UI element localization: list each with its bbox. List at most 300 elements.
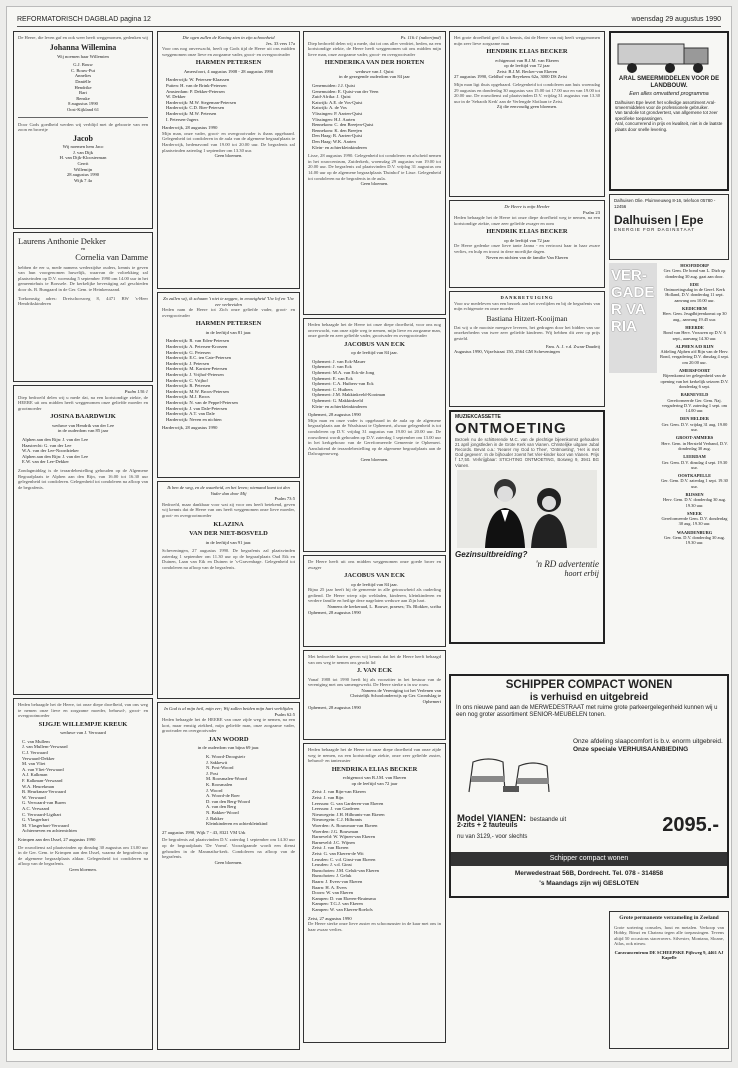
schipper-model-sub: bestaande uit	[530, 817, 567, 823]
dank-place: Augustus 1990, Vijzelstraat 150, 2564 GM Scheveningen	[454, 349, 560, 355]
vaneck3-ad	[303, 650, 446, 740]
family-member: M. Vlasgerhart-Verwaard	[22, 822, 69, 828]
family-member: Haastrecht: G. van der Lee	[22, 442, 72, 448]
events-list	[660, 263, 729, 549]
kreuk-name: SIJGJE WILLEMPJE KREUK	[38, 720, 128, 728]
quist-name: HENDERIKA VAN DER HORTEN	[324, 59, 425, 67]
event-text: Herv. Gem. in Hersteld Verband, D.V. donderdag 30 aug.	[661, 440, 728, 451]
event-heading: ALPHEN A/D RIJN	[675, 343, 714, 349]
family-member: Harderwijk: C.D. Bier-Petersen	[166, 105, 225, 111]
event-item	[660, 435, 729, 451]
family-member: Zeist: G. van Ekeren-de Wit	[312, 851, 364, 856]
family-member: J. van Mullem-Verwaard	[22, 744, 68, 750]
ontmoeting-caption2: 'n RD advertentie	[535, 558, 599, 569]
jan-name: JAN WOORD	[208, 735, 249, 743]
vaneck-family	[308, 359, 441, 409]
family-member: Leusden: J. v.d. Ginst	[312, 862, 352, 868]
baardwijk-ad	[13, 385, 153, 695]
family-member: Klein- en achterkleinkinderen	[312, 403, 367, 409]
ontmoeting-caption1: Gezinsuitbreiding?	[455, 549, 528, 559]
jacob-place: Wijk 7 4a	[74, 177, 92, 183]
dank-intro: Voor uw medeleven van een bezoek aan het overlijden en bij de begrafenis van mijn echtgenote en onze moeder	[454, 300, 600, 312]
elias1-place: Zeist, 27 augustus 1990	[308, 915, 352, 921]
family-member: Bunschoten: J. Geluk	[312, 873, 352, 879]
vaneck2-text: Bijna 25 jaar heeft hij de gemeente in alle getrouwheid als ouderling gediend. De Heere wierp zijn weldaden, kinderen, kleinkinderen en verdere familie en heilige deze nagelaten weduwe aan Zijn hart.	[308, 587, 441, 604]
vaneck2-intro: De Heere heeft uit ons midden weggenomen onze goede broer en zwager	[308, 559, 441, 570]
family-member: Katwijk: A. de Vos	[312, 105, 347, 111]
dekker-ad	[13, 232, 153, 382]
family-member: Harderwijk: C. Vrijhof	[166, 377, 208, 383]
family-member: B. Heurkman-Verwaard	[22, 789, 66, 795]
event-item	[660, 325, 729, 341]
family-member: Vlissingen: P. Aarten-Quist	[312, 111, 363, 117]
family-member: Leersum: G. van Garderen-van Ekeren	[312, 800, 384, 806]
vaneck-text: Mijn man en onze vader is opgebaard in de aula op de algemene begraafplaats aan de Waalstraat te Ophemert, alwaar gelegenheid is tot condoleren op D.V. vrijdag 31 augustus van 19.00 tot 20.00 uur. De rouwdienst wordt gehouden op D.V. zaterdag 1 september om 13.00 uur in het kerkgebouw van de Gereformeerde Gemeente te Ophemert. Aansluitend de teraardebestelling op de algemene begraafplaats aan de Dalwagenseweg.	[308, 417, 441, 457]
ontmoeting-head: ONTMOETING	[455, 419, 567, 437]
family-member: Harderwijk: J. Vrijhof-Petersen	[166, 372, 224, 378]
vergadering-block	[609, 263, 729, 549]
jacob-date: 28 augustus 1990	[66, 172, 100, 178]
family-member: Baarn: H. A. Evers	[312, 884, 347, 890]
dank-sign: Fam. A. J. v.d. Zwan-Daudeij	[545, 343, 600, 349]
jacob-family	[18, 150, 148, 172]
baardwijk-dates: in de ouderdom van 85 jaar	[57, 428, 109, 434]
schipper-hours: 's Maandags zijn wij GESLOTEN	[539, 880, 639, 887]
event-heading: DEN HELDER	[680, 416, 709, 422]
event-text: Ontmoetingsdag in de Geref. Kerk Holland, D.V. donderdag 11 sept. aanvang om 10.00 uur.	[664, 287, 725, 303]
kreuk-end: Geen bloemen.	[69, 866, 97, 872]
harmen1-ref: Jes. 33 vers 17a	[265, 40, 295, 46]
event-item	[660, 530, 729, 546]
family-member: Woerden: J.G. Bouwman	[312, 828, 359, 834]
jan-place: 27 augustus 1990, Wijk 7 - 43, 8321 VM Urk	[162, 829, 246, 835]
family-member: W. Dekker	[166, 94, 186, 100]
family-member: J. Bakker	[206, 815, 224, 821]
baardwijk-text: Zondagmiddag is de teraardebestelling gehouden op de Algemene Begraafplaats te Alphen aan den Rijn, van 16.00 tot 16.30 uur gelegenheid tot condoleren. Gelegenheid tot condoleren na afloop van de begrafenis.	[18, 468, 148, 490]
klazina-intro: Bedroefd, maar dankbaar voor wat zij voor ons heeft betekend, geven wij kennis dat de Heere van ons heeft weggenomen onze lieve moeder, groot- en overgrootmoeder	[162, 501, 295, 518]
family-member: Gerrit	[77, 161, 89, 166]
jan-family	[206, 754, 295, 827]
event-item	[660, 473, 729, 489]
event-text: Afdeling Alphen a/d Rijn van de Herv. Bond, vergadering D.V. dinsdag 4 sept. om 20.00 uur.	[660, 349, 729, 365]
family-member: Putten: H. van de Brink-Petersen	[166, 83, 227, 89]
harmen2-dates: in de leeftijd van 81 jaar.	[205, 329, 252, 335]
family-member: Alphen aan den Rijn: J. van der Lee	[22, 437, 89, 443]
family-member: D. van den Berg-Woord	[206, 798, 250, 804]
family-member: Den Haag: W.K. Aarten	[312, 139, 356, 144]
elias1-intro: Heden behaagde het de Heere tot onze diepe droefheid van onze zijde weg te nemen, na een kortstondige ziekte, onze zeer geliefde zuster, behuwd- en tantezuster	[308, 747, 441, 764]
family-member: Doorn: W. van Ekeren	[312, 890, 354, 896]
ontmoeting-text: Bezoek nu de schitterende M.C. van de plechtige bijeenkomst gehouden 21 april jongstleden in de Grote Kerk van Vianen. Christelijke uitgave Jubal Records. Bevat o.a.: 'Nearer my God to Thee', 'Ontmoeting', 'Het is met God gegeven'. In de bijhouder zoemt het Vier-kinder koor van Vianen. Prijs f 17,50. Verkrijgbaar: STICHTING ONTMOETING, Bosweg 9, 3941 BG Vianen.	[455, 436, 599, 468]
family-member: Willemijn	[73, 166, 93, 172]
harmen2-name: HARMEN PETERSEN	[195, 320, 262, 328]
schipper-logo: Schipper compact wonen	[451, 852, 727, 866]
schipper-title: SCHIPPER COMPACT WONEN	[505, 679, 673, 691]
baardwijk-ref: Psalm 130:1	[124, 389, 148, 394]
event-heading: KEDICHEM	[682, 306, 707, 312]
family-member: H. van Dijk-Kloosterman	[59, 155, 107, 161]
quist-verse: Ps. 116:1 (naberijmd)	[400, 35, 441, 40]
family-member: M. Roosmalen-Woord	[206, 776, 247, 782]
family-member: G. Vlasgerhart	[22, 817, 49, 823]
elias2-verse: De Heere is mijn Herder	[504, 204, 550, 209]
vaneck2-place: Ophemert, 28 augustus 1990	[308, 609, 361, 615]
event-text: Bond van Herv. Vrouwen op D.V. 6 sept., aanvang 14.30 uur.	[663, 330, 726, 341]
event-heading: OOSTKAPELLE	[677, 473, 712, 479]
aral-item: Aral, concurrerend in prijs en kwaliteit, niet in de laatste plaats door snelle levering.	[615, 121, 723, 132]
event-item	[660, 306, 729, 322]
event-item	[660, 511, 729, 527]
kreuk-intro: Heden behaagde het de Heere, tot onze diepe droefheid, van ons weg te nemen onze lieve en zorgzame moeder, behuwd-, groot- en overgrootmoeder	[18, 702, 148, 719]
dekker-name2: Cornelia van Damme	[75, 251, 148, 262]
vaneck3-name: J. VAN ECK	[356, 667, 393, 675]
schipper-text: In ons nieuwe pand aan de MERWEDESTRAAT met ruime grote parkeergelegenheid kunnen wij u een nog groter assortiment SENIOR-MEUBELEN tonen.	[456, 705, 718, 718]
vaneck-name: JACOBUS VAN ECK	[344, 340, 405, 348]
jacob-intro: Door Gods goedheid werden wij verblijd met de geboorte van een zoon en broertje	[18, 121, 148, 133]
elias2-sign: Neven en nichten van de familie Van Ekeren	[486, 254, 568, 260]
elias-top-ad	[449, 31, 605, 197]
event-text: Herv. Gem. Jeugdbijeenkomst op 30 aug., aanvang 19.45 uur.	[662, 311, 727, 322]
event-heading: AMERSFOORT	[678, 368, 711, 374]
klazina-ad	[157, 481, 300, 699]
ontmoeting-ad	[449, 410, 605, 644]
elias-top-sign: Zeist: B.J.M. Becker-van Ekeren	[496, 68, 558, 74]
family-member: Bennekom: C. den Breejen-Quist	[312, 122, 374, 128]
schipper-address: Merwedestraat 56B, Dordrecht. Tel. 078 - 314858	[514, 870, 664, 877]
schipper-model: Model VIANEN:	[457, 813, 527, 824]
klazina-text: Scheveningen, 27 augustus 1990. De begrafenis zal plaatsvinden zaterdag 1 september om 11.30 uur op de begraafplaats Oud Eik en Duinen, Laan van Eik en Duinen te 's-Gravenhage. Gelegenheid tot condoleren na afloop van de begrafenis.	[162, 548, 295, 570]
vaneck3-text: Vanaf 1988 tot 1990 heeft hij als voorzitter in het bestuur van de vereniging met ons samengewerkt. De Heere sterke u in uw rouw.	[308, 676, 441, 688]
column-4	[449, 31, 605, 1057]
family-member: K. Woord-Droogsteir	[206, 754, 246, 760]
family-member: Genemuiden: J.J. Quist	[312, 83, 355, 89]
family-member: Harderwijk: M.J. Broos	[166, 394, 210, 400]
elias1-family	[308, 789, 441, 912]
quist-family	[308, 83, 441, 150]
ontmoeting-caption3: hoort erbij	[564, 568, 599, 578]
family-member: Harderwijk: A.T. van Dale	[166, 411, 215, 417]
event-item	[660, 454, 729, 470]
family-member: Ophemert: M.A. van Eck-de Jong	[312, 370, 375, 376]
dekker-text: hebben de eer u, mede namens wederzijdse ouders, kennis te geven van hun voorgenomen huwelijk, waarvan de voltrekking zal plaatsvinden op D.V. woensdag 5 september 1990 om 14.00 uur in het gemeentehuis te Borssele. De kerkelijke bevestiging zal geschieden door ds. B. Bungaard in de Ger. Gem. te Heinkenszand.	[18, 264, 148, 292]
family-member: Harderwijk: M. Karsten-Petersen	[166, 366, 228, 372]
family-member: C. Bouw-Put	[71, 67, 95, 73]
event-heading: LEERDAM	[683, 454, 706, 460]
event-item	[660, 344, 729, 365]
family-member: Leusden: C. v.d. Ginst-van Ekeren	[312, 856, 376, 862]
event-text: Ger. Gem. D.V. zaterdag 1 sept. 19.30 uur.	[661, 478, 728, 489]
family-member: Den Haag: B. Aarten-Quist	[312, 133, 363, 139]
vaneck-place: Ophemert, 28 augustus 1990	[308, 412, 361, 418]
family-member: Harderwijk: A. Petersen-Kroezen	[166, 344, 228, 350]
family-member: Bunschoten: J.M. Geluk-van Ekeren	[312, 867, 379, 873]
event-heading: SNEEK	[687, 510, 702, 516]
event-text: Bijeenkomst ter gelegenheid van de opening van het kerkelijk seizoen D.V. donderdag 6 sept.	[660, 373, 729, 389]
header-right: woensdag 29 augustus 1990	[631, 16, 721, 23]
family-member: C. Verwaard-Ligthart	[22, 811, 62, 817]
notice-title: Grote permanente verzameling in Zeeland	[619, 915, 719, 921]
family-member: Baarn: J. Evers-van Ekeren	[312, 878, 363, 884]
family-member: W. Verwaard	[22, 794, 46, 800]
family-member: Ophemert: C. Huibers	[312, 386, 353, 392]
dalhuisen-sub: ENERGIE FOR DAGINSTAAT	[614, 227, 695, 233]
vaneck-dates: op de leeftijd van 84 jaar.	[351, 350, 398, 356]
family-member: Harderwijk: J. van Dale-Petersen	[166, 405, 227, 411]
family-member: Annelies	[74, 73, 92, 79]
family-member: Zeist: J. van Rijn-van Ekeren	[312, 789, 366, 795]
family-member: Ophemert: C.A. Huibers-van Eck	[312, 381, 374, 387]
harmen1-place: Harderwijk, 28 augustus 1990	[162, 125, 218, 131]
aral-items	[615, 100, 723, 132]
johanna-family	[18, 62, 148, 101]
event-heading: BARNEVELD	[680, 392, 709, 398]
dalhuisen-name: Dalhuisen | Epe	[614, 213, 704, 228]
event-item	[660, 263, 729, 279]
jan-ref: Psalm 62:5	[274, 711, 295, 717]
quist-end: Geen bloemen.	[360, 181, 389, 187]
column-5	[609, 31, 729, 1057]
column-1	[13, 31, 153, 1057]
klazina-name: KLAZINA	[213, 520, 244, 528]
jan-dates: in de ouderdom van bijna 69 jaar.	[197, 745, 260, 751]
kreuk-sub: weduwe van J. Verwaard	[60, 730, 106, 736]
family-member: W.A. Heurekman	[22, 783, 55, 789]
kreuk-place: Krimpen aan den IJssel, 27 augustus 1990	[18, 836, 96, 842]
dalhuisen-ad	[609, 194, 729, 260]
schipper-sub: is verhuisd en uitgebreid	[529, 692, 649, 703]
kreuk-ad	[13, 698, 153, 1050]
elias-top-dates: op de leeftijd van 72 jaar	[504, 63, 550, 69]
harmen2-ad	[157, 292, 300, 478]
family-member: Genemuiden: E. Quist-van der Veen	[312, 88, 379, 94]
family-member: G. Verwaard-van Buren	[22, 800, 66, 806]
johanna-place: Oost-Kijkland 61	[66, 106, 100, 112]
event-heading: EDE	[689, 281, 700, 287]
family-member: Barneveld: J.C. Wijnen	[312, 839, 355, 845]
elias1-text: De Heere sterke onze lieve zuster en schoonzuster in de kaar met ons in haar zwaar verlies.	[308, 921, 441, 932]
family-member: Ophemert: J. van Eck-Mauer	[312, 358, 366, 364]
johanna-intro: De Heere, die leven gaf en ook weer heeft weggenomen, gedenken wij	[18, 35, 148, 40]
family-member: Vlissingen: H.J. Aarten	[312, 116, 355, 122]
family-member: A.C. Verwaard	[22, 806, 50, 811]
kreuk-family	[18, 739, 148, 834]
vaneck2-dates: op de leeftijd van 84 jaar.	[351, 581, 398, 587]
family-member: Nieuwegein: J.H. Hilbrants-van Ekeren	[312, 811, 385, 817]
jan-verse: In God is al mijn heil, mijn eer; Wij zullen beiden mijn hart verblijden	[164, 706, 293, 711]
family-member: Bennekom: K. den Breejen	[312, 127, 363, 133]
event-text: Ger. Gem. D.V. donderdag 30 aug. 19.30 uur.	[664, 535, 725, 546]
schipper-was: nu van 3129,- voor slechts	[457, 834, 528, 840]
vaneck3-sign: Namens de Vereniging tot het Verlenen van Christelijk Schoolonderwijs op Ger. Grondslag te Ophemert	[350, 687, 441, 705]
family-member: J. Woord	[206, 787, 223, 793]
schipper-items: 2-zits + 2 fauteuils	[457, 822, 518, 829]
family-member: A. van Vliet-Verwaard	[22, 766, 64, 772]
family-member: A. Woord-de Boer	[206, 793, 240, 799]
elias-top-name: HENDRIK ELIAS BECKER	[486, 48, 568, 56]
family-member: Kampen: D. van Ekeren-Bruinsma	[312, 895, 376, 901]
dalhuisen-addr: Dalhuisen Olie. Pluimveuweg 8-16, telefoon 05780 - 12456	[614, 198, 716, 209]
aral-ad	[609, 31, 729, 191]
family-member: A. van den Berg	[206, 804, 237, 810]
johanna-ad	[13, 31, 153, 229]
family-member: Harderwijk: N. van de Peppel-Petersen	[166, 400, 238, 405]
event-item	[660, 492, 729, 508]
family-member: Ophemert: G. Makkinkveld	[312, 398, 363, 404]
elias-top-place: 27 augustus 1990, Geldhof van Reyekens 62a, 3000 DS Zeist	[454, 74, 567, 80]
jan-ad	[157, 702, 300, 1050]
family-member: C. van Mullem	[22, 738, 50, 744]
schipper-price: 2095.-	[662, 814, 719, 836]
harmen2-verse: Zo zullen wij, ik schaam 't niet te zeggen, in eeuwigheid 'Uw lof en 'Uw eer verbreiden	[163, 296, 294, 307]
elias1-ad	[303, 743, 446, 1043]
family-member: C.J. Verwaard	[22, 750, 48, 756]
event-item	[660, 392, 729, 413]
harmen1-text: Mijn man, onze vader, groot- en overgrootvader is thans opgebaard. Gelegenheid tot condoleren in de aula van de algemene begraafplaats te Harderwijk, hedenavond van 19.00 tot 20.00 uur. De begrafenis zal plaatsvinden zaterdag 1 september om 13.30 uur.	[162, 130, 295, 153]
notice-end: Caravancentrum DE SCHEEPSKE Pijlsweg 9, 4461 AJ Kapelle	[614, 949, 724, 961]
column-2	[157, 31, 300, 1057]
family-member: Zeist: J. van Ekeren	[312, 845, 349, 851]
dekker-en: en	[80, 246, 86, 251]
truck-icon	[616, 36, 722, 76]
family-member: Verwaard-Dekker	[22, 755, 55, 761]
dank-title: DANKBETUIGING	[500, 295, 554, 300]
aral-sub: Een alles omvattend programma	[629, 91, 709, 97]
elias-top-end: Zij die eenvoudig geen bloemen.	[496, 104, 558, 110]
dekker-name: Laurens Anthonie Dekker	[18, 236, 106, 246]
family-member: Alphen aan den Rijn: J. van der Lee	[22, 453, 89, 459]
family-member: N. Post-Woord	[206, 765, 234, 771]
ontmoeting-tag: MUZIEKCASSETTE	[455, 414, 501, 420]
family-member: Harderwijk: E.C. ten Cate-Petersen	[166, 355, 231, 361]
family-member: Harderwijk: Neven en nichten	[166, 416, 222, 422]
elias-top-sub: echtgenoot van B.J.M. van Ekeren	[495, 57, 559, 63]
vaneck2-sign: Namens de kerkeraad, L. Bouwe, praeses; Th. Blokker, scriba	[327, 604, 441, 610]
johanna-name: Johanna Willemina	[49, 42, 117, 52]
elias2-name: HENDRIK ELIAS BECKER	[486, 228, 568, 236]
chair-drawing	[459, 742, 559, 800]
harmen2-place: Harderwijk, 28 augustus 1990	[162, 425, 218, 431]
family-member: Renske	[76, 95, 90, 101]
family-member: Harderwijk: G. Petersen	[166, 349, 211, 355]
baardwijk-intro: Diep bedroefd delen wij u mede dat, na een kortstondige ziekte, de HEERE uit ons midden heeft weggenomen onze geliefde moeder en grootmoeder	[18, 394, 148, 411]
family-member: W.A. van der Lee-Noordzieker	[22, 448, 79, 454]
family-member: G.J. Bouw	[73, 62, 93, 68]
family-member: Harderwijk: W. Petersen-Klaassen	[166, 77, 230, 83]
family-member: Ophemert: E. van Eck	[312, 375, 353, 381]
vaneck3-place: Ophemert, 28 augustus 1990	[308, 704, 361, 710]
vergadering-title: VER-GADER VARIA	[609, 263, 657, 373]
event-heading: RIJSSEN	[685, 491, 704, 497]
aral-item: Dalhuisen Epe levert het volledige assortiment Aral-smeermiddelen voor de professionele gebruiker.	[615, 99, 716, 110]
notice-text: Grote sortering consoles, hout en metalen. Verkoop van Hobby, Bönzi en Chateau tegen alle toepassingen. Tevens altijd 50 occasions staceravers. Silvester, Montana, Sloane, Atlas, ook nieuw.	[614, 924, 724, 947]
klazina-verse: Ik ben de weg, en de waarheid, en het leven; niemand komt tot den Vader dan door Mij	[167, 485, 290, 496]
elias2-dates: op de leeftijd van 72 jaar	[504, 237, 550, 243]
family-member: E.W. van der Lee-Dekker	[22, 459, 69, 465]
family-member: F. Kalkman-Verwaard	[22, 778, 63, 784]
family-member: Ophemert: J. van Eck	[312, 364, 352, 370]
jacob-sub: Wij noemen hem Jaco	[62, 144, 104, 150]
family-member: Harderwijk: M.W. Broos-Petersen	[166, 388, 229, 394]
harmen1-intro: Voor ons nog onverwacht, heeft op Gods tijd de Heere uit ons midden weggenomen onze lieve en zorgzame vader, groot- en overgrootvader	[162, 46, 295, 57]
event-text: Herv. Gem. D.V. donderdag 30 aug. 19.30 uur.	[662, 497, 727, 508]
event-item	[660, 368, 729, 389]
vaneck-ad	[303, 318, 446, 552]
quist-ad	[303, 31, 446, 315]
family-member: Harderwijk: M.W. Stegeman-Petersen	[166, 99, 236, 105]
family-member: Hendrike	[74, 84, 92, 90]
baardwijk-family	[18, 437, 148, 465]
johanna-date: 8 augustus 1990	[68, 101, 98, 107]
jacob-name: Jacob	[73, 133, 93, 143]
event-heading: HEERDE	[685, 324, 704, 330]
dank-name: Bastiana Hitzert-Kooijman	[486, 313, 568, 323]
event-heading: GROOT-AMMERS	[675, 435, 714, 441]
jan-intro: Heden behaagde het de HEERE van onze zijde weg te nemen, na een kort, maar ernstig ziekbed, mijn geliefde man, onze zorgzame vader, grootvader en overgrootvader	[162, 717, 295, 734]
family-member: A.J. Kalkman	[22, 772, 48, 778]
family-member: I. Petersen-Jagers	[166, 116, 199, 122]
family-member: J. Sakkewit	[206, 759, 228, 765]
notice-ad	[609, 911, 729, 1049]
vaneck-intro: Heden behaagde het de Heere tot onze diepe droefheid, voor ons nog onverwacht, van onze zijde weg te nemen, mijn lieve en zorgzame man, onze goede en zeer geliefde vader, grootvader en overgrootvader	[308, 322, 441, 339]
harmen1-dates: Amersfoort, 4 augustus 1908 - 28 augustus 1990	[183, 68, 274, 74]
aral-item: Van tandolie tot grondvertest, van allgemene tot zeer specifieke toepassingen.	[615, 110, 718, 121]
family-member: Zuid-Afrika: J. Quist	[312, 94, 351, 100]
harmen1-name: HARMEN PETERSEN	[195, 59, 262, 67]
schipper-bullet: Onze speciale VERHUISAANBIEDING	[573, 746, 689, 753]
family-member: J. van Dijk	[72, 149, 94, 155]
couple-photo	[457, 470, 597, 548]
dank-text: Dat wij u de mooiste meegave leveren, het gedragen door het bidden van uw onzekerheden van twee zeer geliefde kinderen. Wij hebben dit zeer op prijs gesteld.	[454, 324, 600, 341]
baardwijk-sub: weduwe van Hendrik van der Lee	[51, 422, 115, 428]
family-member: Harderwijk: M.W. Petersen	[166, 111, 217, 117]
family-member: Klein- en achterkleinkinderen	[312, 144, 367, 150]
harmen1-ad	[157, 31, 300, 289]
family-member: Bart	[79, 90, 87, 96]
aral-title: ARAL SMEERMIDDELEN VOOR DE LANDBOUW.	[618, 76, 720, 89]
family-member: M. van Vliet	[22, 761, 46, 767]
vaneck2-ad	[303, 555, 446, 647]
family-member: Daniëlle	[75, 78, 91, 84]
event-text: Ger. Gem. De bond van L. Dizh op donderdag 30 aug. gaat aan door.	[663, 268, 726, 279]
event-item	[660, 282, 729, 303]
page-header	[17, 13, 721, 27]
klazina-ref: Psalm 73:5	[274, 496, 295, 502]
quist-dates: in de gezegende ouderdom van 84 jaar	[339, 74, 410, 80]
elias1-dates: op de leeftijd van 72 jaar	[351, 780, 398, 786]
schipper-bullet: Onze afdeling slaapcomfort is b.v. enorm uitgebreid.	[573, 738, 723, 745]
family-member: K. Roosmalen	[206, 782, 233, 788]
johanna-sub: Wij noemen haar Willemien	[57, 53, 109, 59]
family-member: Zeist: J. van Rijn	[312, 795, 344, 801]
family-member: Kampen: T.G.J. van Ekeren	[312, 901, 363, 907]
newspaper-page	[6, 6, 732, 1062]
quist-text: Lisse, 28 augustus 1990. Gelegenheid tot condoleren en afscheid nemen in het rouwcentrum, Zuiderkerk, woensdag 29 augustus van 19.00 tot 20.00 uur. De begrafenis zal plaatsvinden D.V. vrijdag 31 augustus om 14.00 uur op de algemene begraafplaats 'Duinhof' te Lisse. Gelegenheid tot condoleren na de begrafenis in de aula.	[308, 153, 441, 181]
jan-end: Geen bloemen.	[214, 859, 243, 865]
dank-ad	[449, 291, 605, 407]
family-member: N. Bakker-Woord	[206, 810, 239, 815]
event-item	[660, 416, 729, 432]
event-heading: HOOFDDORP	[680, 263, 709, 268]
event-text: Ger. Gem. D.V. vrijdag 31 aug. 19.00 uur.	[661, 421, 728, 433]
dekker-address: Toekomstig adres: Dreischorsweg 8, 4471 BW 's-Heer Hendrikskinderen	[18, 295, 148, 307]
harmen1-verse: Die ogen zullen de Koning zien in zijn schoonheid	[182, 35, 275, 40]
event-text: Gereformeerde Ger. Gem. Naj. vergadering D.V. zaterdag 1 sept. om 14.00 uur.	[661, 397, 728, 414]
elias1-sub: echtgenoot van B.J.M. van Ekeren	[342, 775, 407, 781]
header-left: REFORMATORISCH DAGBLAD pagina 12	[17, 16, 151, 23]
harmen2-family	[162, 338, 295, 422]
family-member: Harderwijk: R. Petersen	[166, 383, 211, 389]
family-member: Amsterdam: P. Dekker-Petersen	[166, 88, 225, 94]
